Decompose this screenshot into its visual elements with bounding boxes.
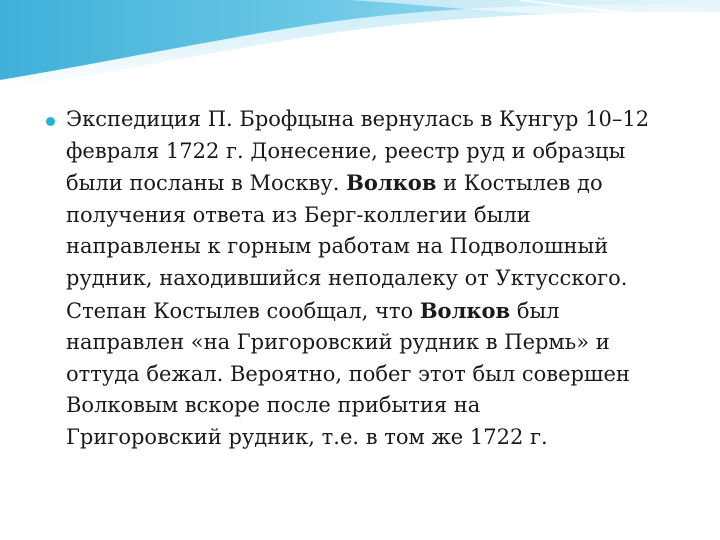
bold-text-segment: Волков	[346, 170, 437, 196]
bullet-paragraph	[66, 104, 696, 454]
text-segment: Волковым вскоре после прибытия на	[66, 393, 481, 418]
bold-text-segment: Волков	[419, 297, 511, 323]
text-line	[66, 390, 696, 422]
text-line	[66, 263, 696, 295]
bullet-list	[46, 104, 696, 454]
text-line	[66, 422, 696, 454]
text-segment: оттуда бежал. Вероятно, побег этот был совершен	[66, 361, 630, 386]
text-segment: получения ответа из Берг-коллегии были	[66, 202, 531, 227]
bullet-dot-icon	[46, 117, 55, 126]
text-segment: Степан Костылев сообщал, что	[66, 298, 420, 323]
text-line	[66, 200, 696, 232]
header-wave-decoration	[0, 0, 720, 90]
text-line	[66, 136, 696, 168]
text-segment: был	[510, 298, 560, 323]
text-segment: рудник, находившийся неподалеку от Уктусского.	[66, 265, 628, 290]
text-line	[66, 104, 696, 136]
text-segment: направлены к горным работам на Подволошный	[66, 234, 609, 259]
text-line	[66, 295, 696, 328]
text-line	[66, 359, 696, 391]
text-segment: направлен «на Григоровский рудник в Пермь» и	[66, 330, 610, 355]
text-segment: были посланы в Москву.	[66, 171, 347, 196]
text-line	[66, 231, 696, 263]
text-segment: Григоровский рудник, т.е. в том же 1722 г.	[66, 424, 548, 449]
text-segment: и Костылев до	[436, 171, 603, 196]
text-segment: Экспедиция П. Брофцына вернулась в Кунгур 10–12	[66, 107, 650, 131]
text-segment: февраля 1722 г. Донесение, реестр руд и образцы	[66, 138, 626, 163]
text-line	[66, 167, 696, 200]
text-line	[66, 327, 696, 359]
